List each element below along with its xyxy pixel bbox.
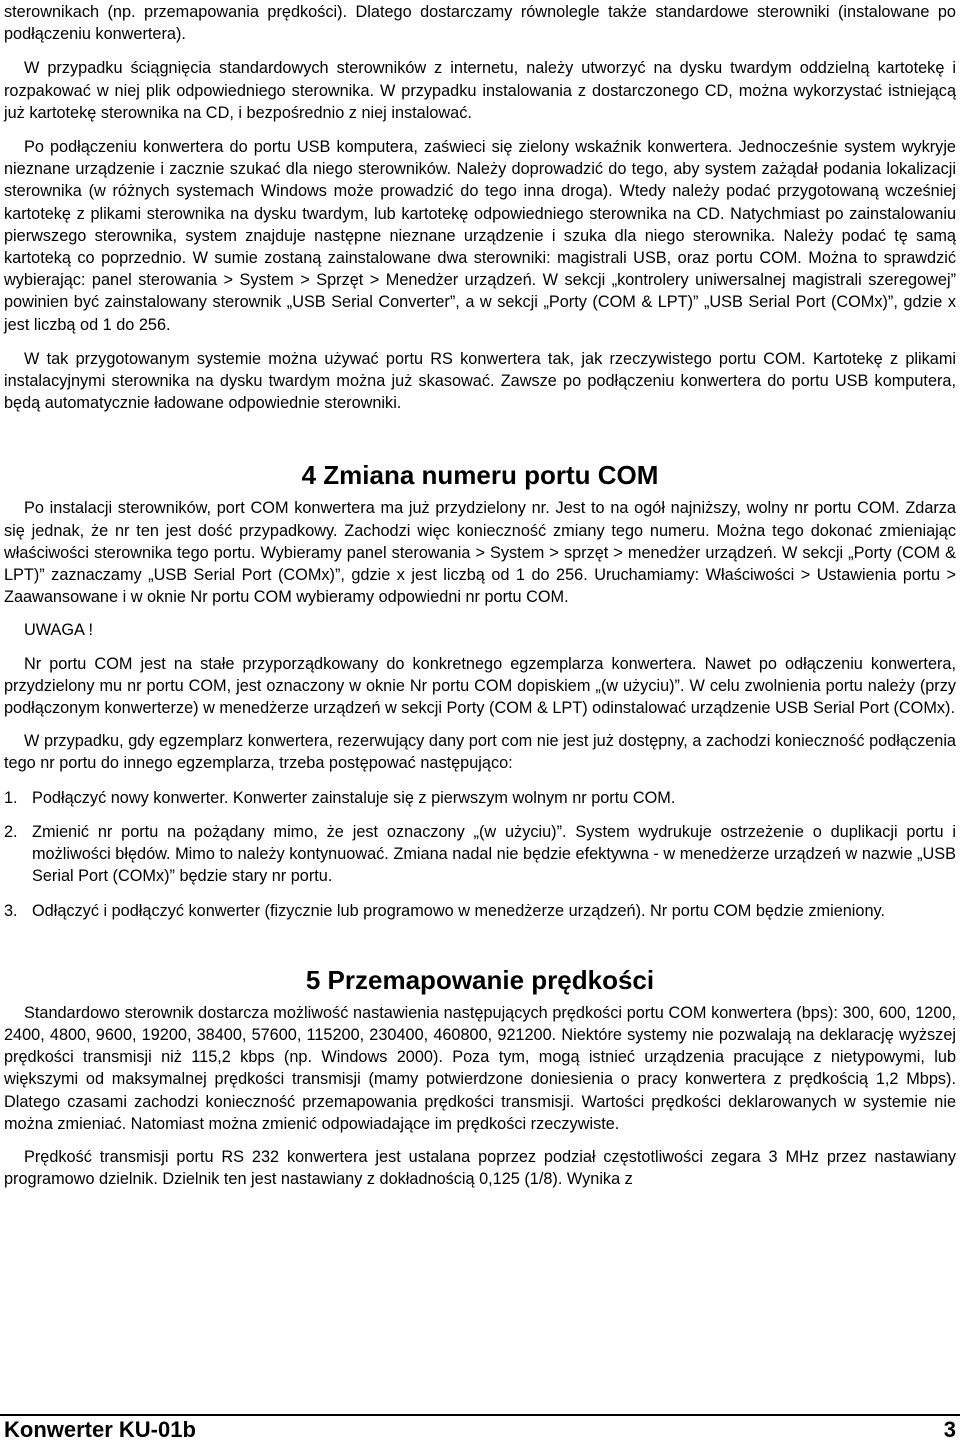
list-item	[4, 787, 956, 809]
list-item	[4, 900, 956, 922]
section-5-heading: 5 Przemapowanie prędkości	[305, 964, 655, 995]
section-5-paragraph-2: Prędkość transmisji portu RS 232 konwertera jest ustalana poprzez podział częstotliwości zegara 3 MHz przez nastawiany programowo dzielnik. Dzielnik ten jest nastawiany z dokładnością 0,125 (1/8). Wynika z	[4, 1147, 956, 1189]
section-4-paragraph-2: Nr portu COM jest na stałe przyporządkowany do konkretnego egzemplarza konwertera. Nawet po odłączeniu konwertera, przydzielony mu nr portu COM, jest oznaczony w oknie Nr portu COM dopiskiem „(w użyciu)”. W celu zwolnienia portu należy (przy podłączonym konwerterze) w menedżerze urządzeń w sekcji Porty (COM & LPT) odinstalować urządzenie USB Serial Port (COMx).	[4, 654, 956, 718]
intro-paragraph-4: W tak przygotowanym systemie można używać portu RS konwertera tak, jak rzeczywistego portu COM. Kartotekę z plikami instalacyjnymi sterownika na dysku twardym można już skasować. Zawsze po podłączeniu konwertera do portu USB komputera, będą automatycznie ładowane odpowiednie sterowniki.	[4, 349, 956, 413]
intro-paragraph-2: W przypadku ściągnięcia standardowych sterowników z internetu, należy utworzyć na dysku twardym oddzielną kartotekę i rozpakować w niej plik odpowiedniego sterownika. W przypadku instalowania z dostarczonego CD, można wykorzystać istniejącą już kartotekę sterownika na CD, i bezpośrednio z niej instalować.	[4, 59, 956, 122]
footer-title: Konwerter KU-01b	[4, 1417, 196, 1442]
warning-label: UWAGA !	[24, 621, 94, 640]
section-4-heading: 4 Zmiana numeru portu COM	[301, 460, 659, 491]
intro-paragraph-3: Po podłączeniu konwertera do portu USB komputera, zaświeci się zielony wskaźnik konwertera. Jednocześnie system wykryje nieznane urządzenie i zacznie szukać dla niego sterowników. Należy doprowadzić do tego, aby system zażądał podania lokalizacji sterownika (w różnych systemach Windows może prowadzić do tego inna droga). Wtedy należy podać przygotowaną wcześniej kartotekę z plikami sterownika na dysku twardym, lub kartotekę odpowiedniego sterownika na CD. Natychmiast po zainstalowaniu pierwszego sterownika, system znajduje następne nieznane urządzenie i szuka dla niego sterownika. Należy podać tę samą kartoteką co poprzednio. W sumie zostaną zainstalowane dwa sterowniki: magistrali USB, oraz portu COM. Można to sprawdzić wybierając: panel sterowania > System > Sprzęt > Menedżer urządzeń. W sekcji „kontrolery uniwersalnej magistrali szeregowej” powinien być zainstalowany sterownik „USB Serial Converter”, a w sekcji „Porty (COM & LPT)” „USB Serial Port (COMx)”, gdzie x jest liczbą od 1 do 256.	[4, 138, 956, 334]
document-page	[4, 0, 956, 1190]
list-item-number: 2.	[4, 822, 18, 841]
page-number: 3	[943, 1417, 956, 1442]
list-item-text: Odłączyć i podłączyć konwerter (fizycznie lub programowo w menedżerze urządzeń). Nr portu COM będzie zmieniony.	[32, 901, 885, 920]
intro-paragraph-1: sterownikach (np. przemapowania prędkości). Dlatego dostarczamy równolegle także standardowe sterowniki (instalowane po podłączeniu konwertera).	[4, 3, 956, 44]
list-item-text: Podłączyć nowy konwerter. Konwerter zainstaluje się z pierwszym wolnym nr portu COM.	[32, 788, 676, 807]
list-item	[4, 821, 956, 888]
section-4-paragraph-1: Po instalacji sterowników, port COM konwertera ma już przydzielony nr. Jest to na ogół najniższy, wolny nr portu COM. Zdarza się jednak, że nr ten jest dość przypadkowy. Zachodzi więc konieczność zmiany tego numeru. Można tego dokonać zmieniając właściwości sterownika tego portu. Wybieramy panel sterowania > System > sprzęt > menedżer urządzeń. W sekcji „Porty (COM & LPT)” zaznaczamy „USB Serial Port (COMx)”, gdzie x jest liczbą od 1 do 256. Uruchamiamy: Właściwości > Ustawienia portu > Zaawansowane i w oknie Nr portu COM wybieramy odpowiedni nr portu COM.	[4, 499, 956, 607]
list-item-number: 3.	[4, 901, 18, 920]
list-item-text: Zmienić nr portu na pożądany mimo, że jest oznaczony „(w użyciu)”. System wydrukuje ostrzeżenie o duplikacji portu i możliwości błędów. Mimo to należy kontynuować. Zmiana nadal nie będzie efektywna - w menedżerze urządzeń w nazwie „USB Serial Port (COMx)” będzie stary nr portu.	[32, 822, 956, 886]
section-5-paragraph-1: Standardowo sterownik dostarcza możliwość nastawienia następujących prędkości portu COM konwertera (bps): 300, 600, 1200, 2400, 4800, 9600, 19200, 38400, 57600, 115200, 230400, 460800, 921200. Niektóre systemy nie pozwalają na deklarację wyższej prędkości transmisji niż 115,2 kbps (np. Windows 2000). Poza tym, mogą istnieć urządzenia pracujące z nietypowymi, lub większymi od maksymalnej prędkości transmisji (mamy potwierdzone doniesienia o pracy konwertera z prędkością 1,2 Mbps). Dlatego czasami zachodzi konieczność przemapowania prędkości transmisji. Wartości prędkości deklarowanych w systemie nie można zmieniać. Natomiast można zmienić odpowiadające im prędkości rzeczywiste.	[4, 1003, 956, 1133]
list-item-number: 1.	[4, 788, 18, 807]
section-4-paragraph-3: W przypadku, gdy egzemplarz konwertera, rezerwujący dany port com nie jest już dostępny, a zachodzi konieczność podłączenia tego nr portu do innego egzemplarza, trzeba postępować następująco:	[4, 732, 956, 773]
page-footer	[0, 1414, 960, 1442]
